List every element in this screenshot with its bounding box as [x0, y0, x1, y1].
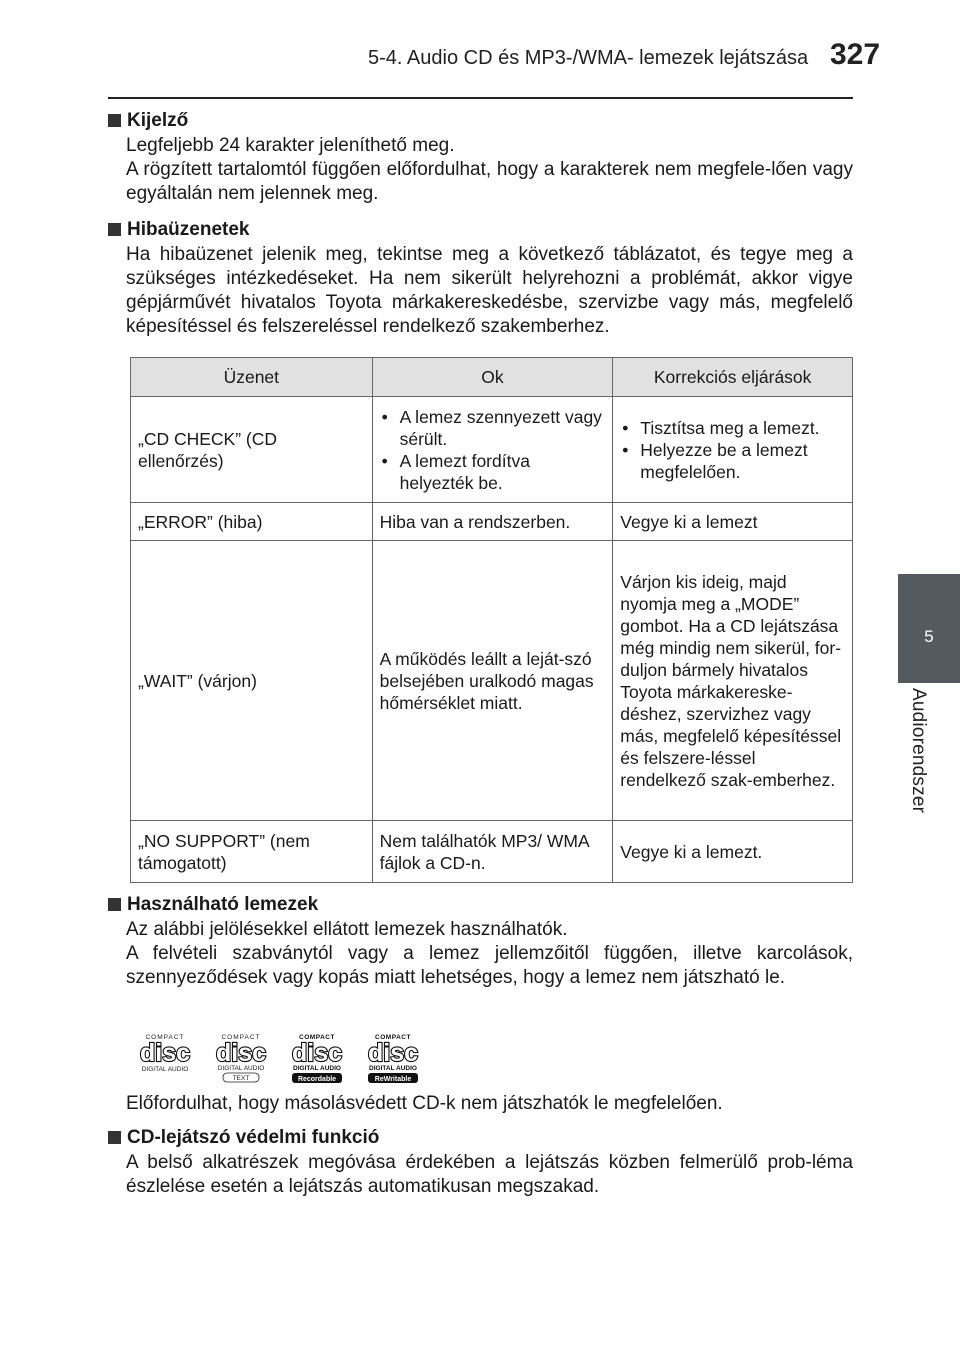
- page-header: [0, 0, 960, 90]
- message-cell: „WAIT” (várjon): [131, 541, 373, 821]
- section-heading: Használható lemezek: [127, 894, 319, 915]
- logo-bottom-text: DIGITAL AUDIO: [293, 1065, 341, 1072]
- logo-main-text: disc: [291, 1039, 343, 1067]
- square-bullet-icon: [108, 114, 121, 127]
- column-header-cause: Ok: [372, 358, 613, 397]
- table-row: [131, 541, 853, 821]
- action-cell: Vegye ki a lemezt: [613, 503, 853, 541]
- logo-bottom-text: DIGITAL AUDIO: [217, 1065, 265, 1072]
- compact-disc-digital-audio-logo: [134, 1030, 196, 1076]
- section-hibauzenetek: [108, 217, 853, 339]
- section-heading: Kijelző: [127, 110, 189, 131]
- logo-sub-text: ReWritable: [374, 1076, 412, 1083]
- section-kijelzo: [108, 108, 853, 206]
- square-bullet-icon: [108, 223, 121, 236]
- column-header-message: Üzenet: [131, 358, 373, 397]
- section-heading: Hibaüzenetek: [127, 219, 250, 240]
- chapter-tab-label: Audiorendszer: [908, 688, 929, 814]
- chapter-tab-number: 5: [924, 627, 934, 646]
- chapter-tab: [898, 574, 960, 683]
- logo-main-text: disc: [367, 1039, 419, 1067]
- paragraph: Előfordulhat, hogy másolásvédett CD-k nem játszhatók le megfelelően.: [126, 1093, 723, 1114]
- logo-sub-text: Recordable: [297, 1076, 337, 1083]
- cause-cell: Nem találhatók MP3/ WMA fájlok a CD-n.: [372, 821, 613, 883]
- paragraph: A rögzített tartalomtól függően előfordulhat, hogy a karakterek nem megfele-lően vagy egyáltalán nem jelennek meg.: [126, 159, 853, 204]
- table-row: [131, 821, 853, 883]
- logo-top-text: COMPACT: [145, 1034, 185, 1041]
- compact-disc-text-logo: [210, 1030, 272, 1086]
- cause-cell: A működés leállt a leját-szó belsejében uralkodó magas hőmérséklet miatt.: [372, 541, 613, 821]
- paragraph: A felvételi szabványtól vagy a lemez jellemzőitől függően, illetve karcolások, szennyeződések vagy kopás miatt lehetséges, hogy a lemez nem játszható le.: [126, 943, 853, 988]
- disc-logo-row: [134, 1030, 434, 1086]
- action-cell: [613, 397, 853, 503]
- logo-top-text: COMPACT: [299, 1034, 335, 1041]
- list-item: • Tisztítsa meg a lemezt.: [620, 417, 845, 439]
- logo-sub-text: TEXT: [232, 1075, 250, 1082]
- cause-cell: [372, 397, 613, 503]
- message-cell: „CD CHECK” (CD ellenőrzés): [131, 397, 373, 503]
- compact-disc-rewritable-logo: [362, 1030, 424, 1086]
- section-hasznalhato-lemezek: [108, 892, 853, 990]
- logo-bottom-text: DIGITAL AUDIO: [141, 1066, 189, 1073]
- square-bullet-icon: [108, 1131, 121, 1144]
- list-item: • A lemez szennyezett vagy sérült.: [380, 406, 606, 450]
- table-row: [131, 503, 853, 541]
- section-vedelmi-funkcio: [108, 1125, 853, 1199]
- table-row: [131, 397, 853, 503]
- chapter-title: 5-4. Audio CD és MP3-/WMA- lemezek lejátszása: [368, 47, 809, 69]
- logo-top-text: COMPACT: [221, 1034, 261, 1041]
- paragraph: Legfeljebb 24 karakter jeleníthető meg.: [126, 135, 455, 156]
- logo-top-text: COMPACT: [375, 1034, 411, 1041]
- logo-main-text: disc: [139, 1039, 191, 1067]
- paragraph: Az alábbi jelölésekkel ellátott lemezek használhatók.: [126, 919, 568, 940]
- list-item: • A lemezt fordítva helyezték be.: [380, 450, 606, 494]
- square-bullet-icon: [108, 898, 121, 911]
- header-rule: [108, 97, 853, 99]
- action-cell: Vegye ki a lemezt.: [613, 821, 853, 883]
- logo-bottom-text: DIGITAL AUDIO: [369, 1065, 417, 1072]
- paragraph: A belső alkatrészek megóvása érdekében a lejátszás közben felmerülő prob-léma észlelése esetén a lejátszás automatikusan megszakad.: [126, 1152, 853, 1197]
- message-cell: „ERROR” (hiba): [131, 503, 373, 541]
- cause-cell: Hiba van a rendszerben.: [372, 503, 613, 541]
- page-number: 327: [830, 38, 881, 71]
- compact-disc-recordable-logo: [286, 1030, 348, 1086]
- list-item: • Helyezze be a lemezt megfelelően.: [620, 439, 845, 483]
- action-cell: Várjon kis ideig, majd nyomja meg a „MODE” gombot. Ha a CD lejátszása még mindig nem sikerül, for-duljon bármely hivatalos Toyota márkakereske-déshez, szervizhez vagy más, megfelelő képesítéssel és felszere-léssel rendelkező szak-emberhez.: [613, 541, 853, 821]
- section-heading: CD-lejátszó védelmi funkció: [127, 1127, 380, 1148]
- message-cell: „NO SUPPORT” (nem támogatott): [131, 821, 373, 883]
- error-message-table: [130, 357, 853, 883]
- column-header-action: Korrekciós eljárások: [613, 358, 853, 397]
- logo-main-text: disc: [215, 1039, 267, 1067]
- copy-protection-note: [108, 1092, 853, 1116]
- table-header-row: [131, 358, 853, 397]
- paragraph: Ha hibaüzenet jelenik meg, tekintse meg a következő táblázatot, és tegye meg a szükséges intézkedéseket. Ha nem sikerült helyrehozni a problémát, akkor vigye gépjárművét hivatalos Toyota márkakereskedésbe, szervizbe vagy más, megfelelő képesítéssel és felszereléssel rendelkező szakemberhez.: [126, 244, 853, 337]
